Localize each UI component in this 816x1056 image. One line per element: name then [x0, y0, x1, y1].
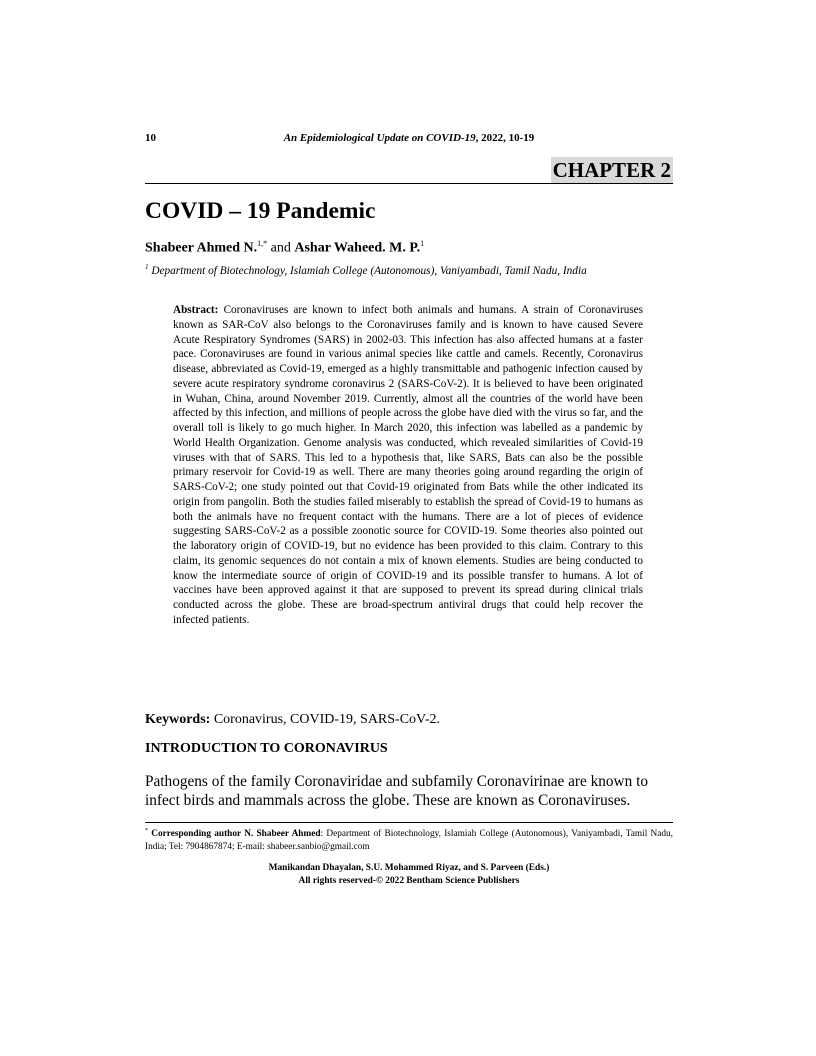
keywords-text: Coronavirus, COVID-19, SARS-CoV-2.: [210, 712, 441, 727]
abstract-label: Abstract:: [173, 304, 219, 316]
author-1-affil-mark: 1,*: [257, 239, 268, 248]
author-conjunction: and: [267, 240, 295, 256]
header-divider: [145, 183, 673, 184]
page-number: 10: [145, 132, 156, 144]
footnote: [145, 825, 673, 853]
affiliation-text: Department of Biotechnology, Islamiah College (Autonomous), Vaniyambadi, Tamil Nadu, India: [148, 264, 587, 277]
author-line: [145, 235, 424, 258]
journal-title: An Epidemiological Update on COVID-19: [283, 132, 476, 144]
editors-line: Manikandan Dhayalan, S.U. Mohammed Riyaz, and S. Parveen (Eds.): [268, 863, 550, 873]
running-header: [145, 132, 673, 148]
journal-citation: [145, 132, 673, 144]
author-2: Ashar Waheed. M. P.: [294, 240, 421, 256]
section-heading: INTRODUCTION TO CORONAVIRUS: [145, 741, 388, 756]
affiliation: [145, 259, 587, 279]
footnote-text: : Department of Biotechnology, Islamiah College (Autonomous), Vaniyambadi, Tamil Nadu, India; Tel: 7904867874; E-mail: shabeer.sanbio@gmail.com: [145, 829, 673, 852]
page-title: COVID – 19 Pandemic: [145, 198, 376, 224]
footnote-mark: *: [145, 828, 148, 834]
rights-line: All rights reserved-© 2022 Bentham Science Publishers: [298, 875, 520, 886]
author-2-affil-mark: 1: [420, 239, 425, 248]
footnote-divider: [145, 822, 673, 823]
chapter-label: CHAPTER 2: [552, 158, 671, 182]
publisher-info: [145, 862, 673, 887]
abstract-text: Coronaviruses are known to infect both animals and humans. A strain of Coronaviruses known as SAR-CoV also belongs to the Coronaviruses family and is known to have caused Severe Acute Respiratory Syndromes (SARS) in 2002-03. This infection has also affected humans at a faster pace. Coronaviruses are found in various animal species like cattle and camels. Recently, Coronavirus disease, abbreviated as Covid-19, emerged as a highly transmittable and pathogenic infection caused by severe acute respiratory syndrome coronavirus 2 (SARS-CoV-2). It is believed to have been originated in Wuhan, China, around November 2019. Currently, almost all the countries of the world have been affected by this infection, and millions of people across the globe have died with the virus so far, and the overall toll is likely to go much higher. In March 2020, this infection was labelled as a pandemic by World Health Organization. Genome analysis was conducted, which revealed similarities of Covid-19 viruses with that of SARS. This led to a hypothesis that, like SARS, Bats can also be the possible primary reservoir for Covid-19 as well. There are many theories going around regarding the origin of SARS-CoV-2; one study pointed out that Covid-19 originated from Bats while the other indicated its origin from pangolin. Both the studies failed miserably to establish the spread of Covid-19 to humans as both the animals have no frequent contact with the humans. There are a lot of pieces of evidence suggesting SARS-CoV-2 as a possible zoonotic source for COVID-19. Some theories also pointed out the laboratory origin of COVID-19, but no evidence has been provided to this claim. Contrary to this claim, its genomic sequences do not contain a mix of known elements. Studies are being conducted to know the intermediate source of origin of COVID-19 and its possible transfer to humans. A lot of vaccines have been approved against it that are supposed to prevent its spread during clinical trials conducted across the globe. These are broad-spectrum antiviral drugs that could help recover the infected patients.: [173, 304, 643, 626]
journal-year-pages: , 2022, 10-19: [475, 132, 535, 144]
keywords: [145, 711, 440, 729]
abstract: [173, 303, 643, 628]
footnote-label: Corresponding author N. Shabeer Ahmed: [148, 829, 321, 840]
intro-paragraph: Pathogens of the family Coronaviridae and subfamily Coronavirinae are known to infect birds and mammals across the globe. These are known as Coronaviruses.: [145, 773, 648, 809]
author-1: Shabeer Ahmed N.: [145, 240, 258, 256]
affiliation-mark: 1: [145, 263, 149, 271]
keywords-label: Keywords:: [145, 712, 211, 727]
